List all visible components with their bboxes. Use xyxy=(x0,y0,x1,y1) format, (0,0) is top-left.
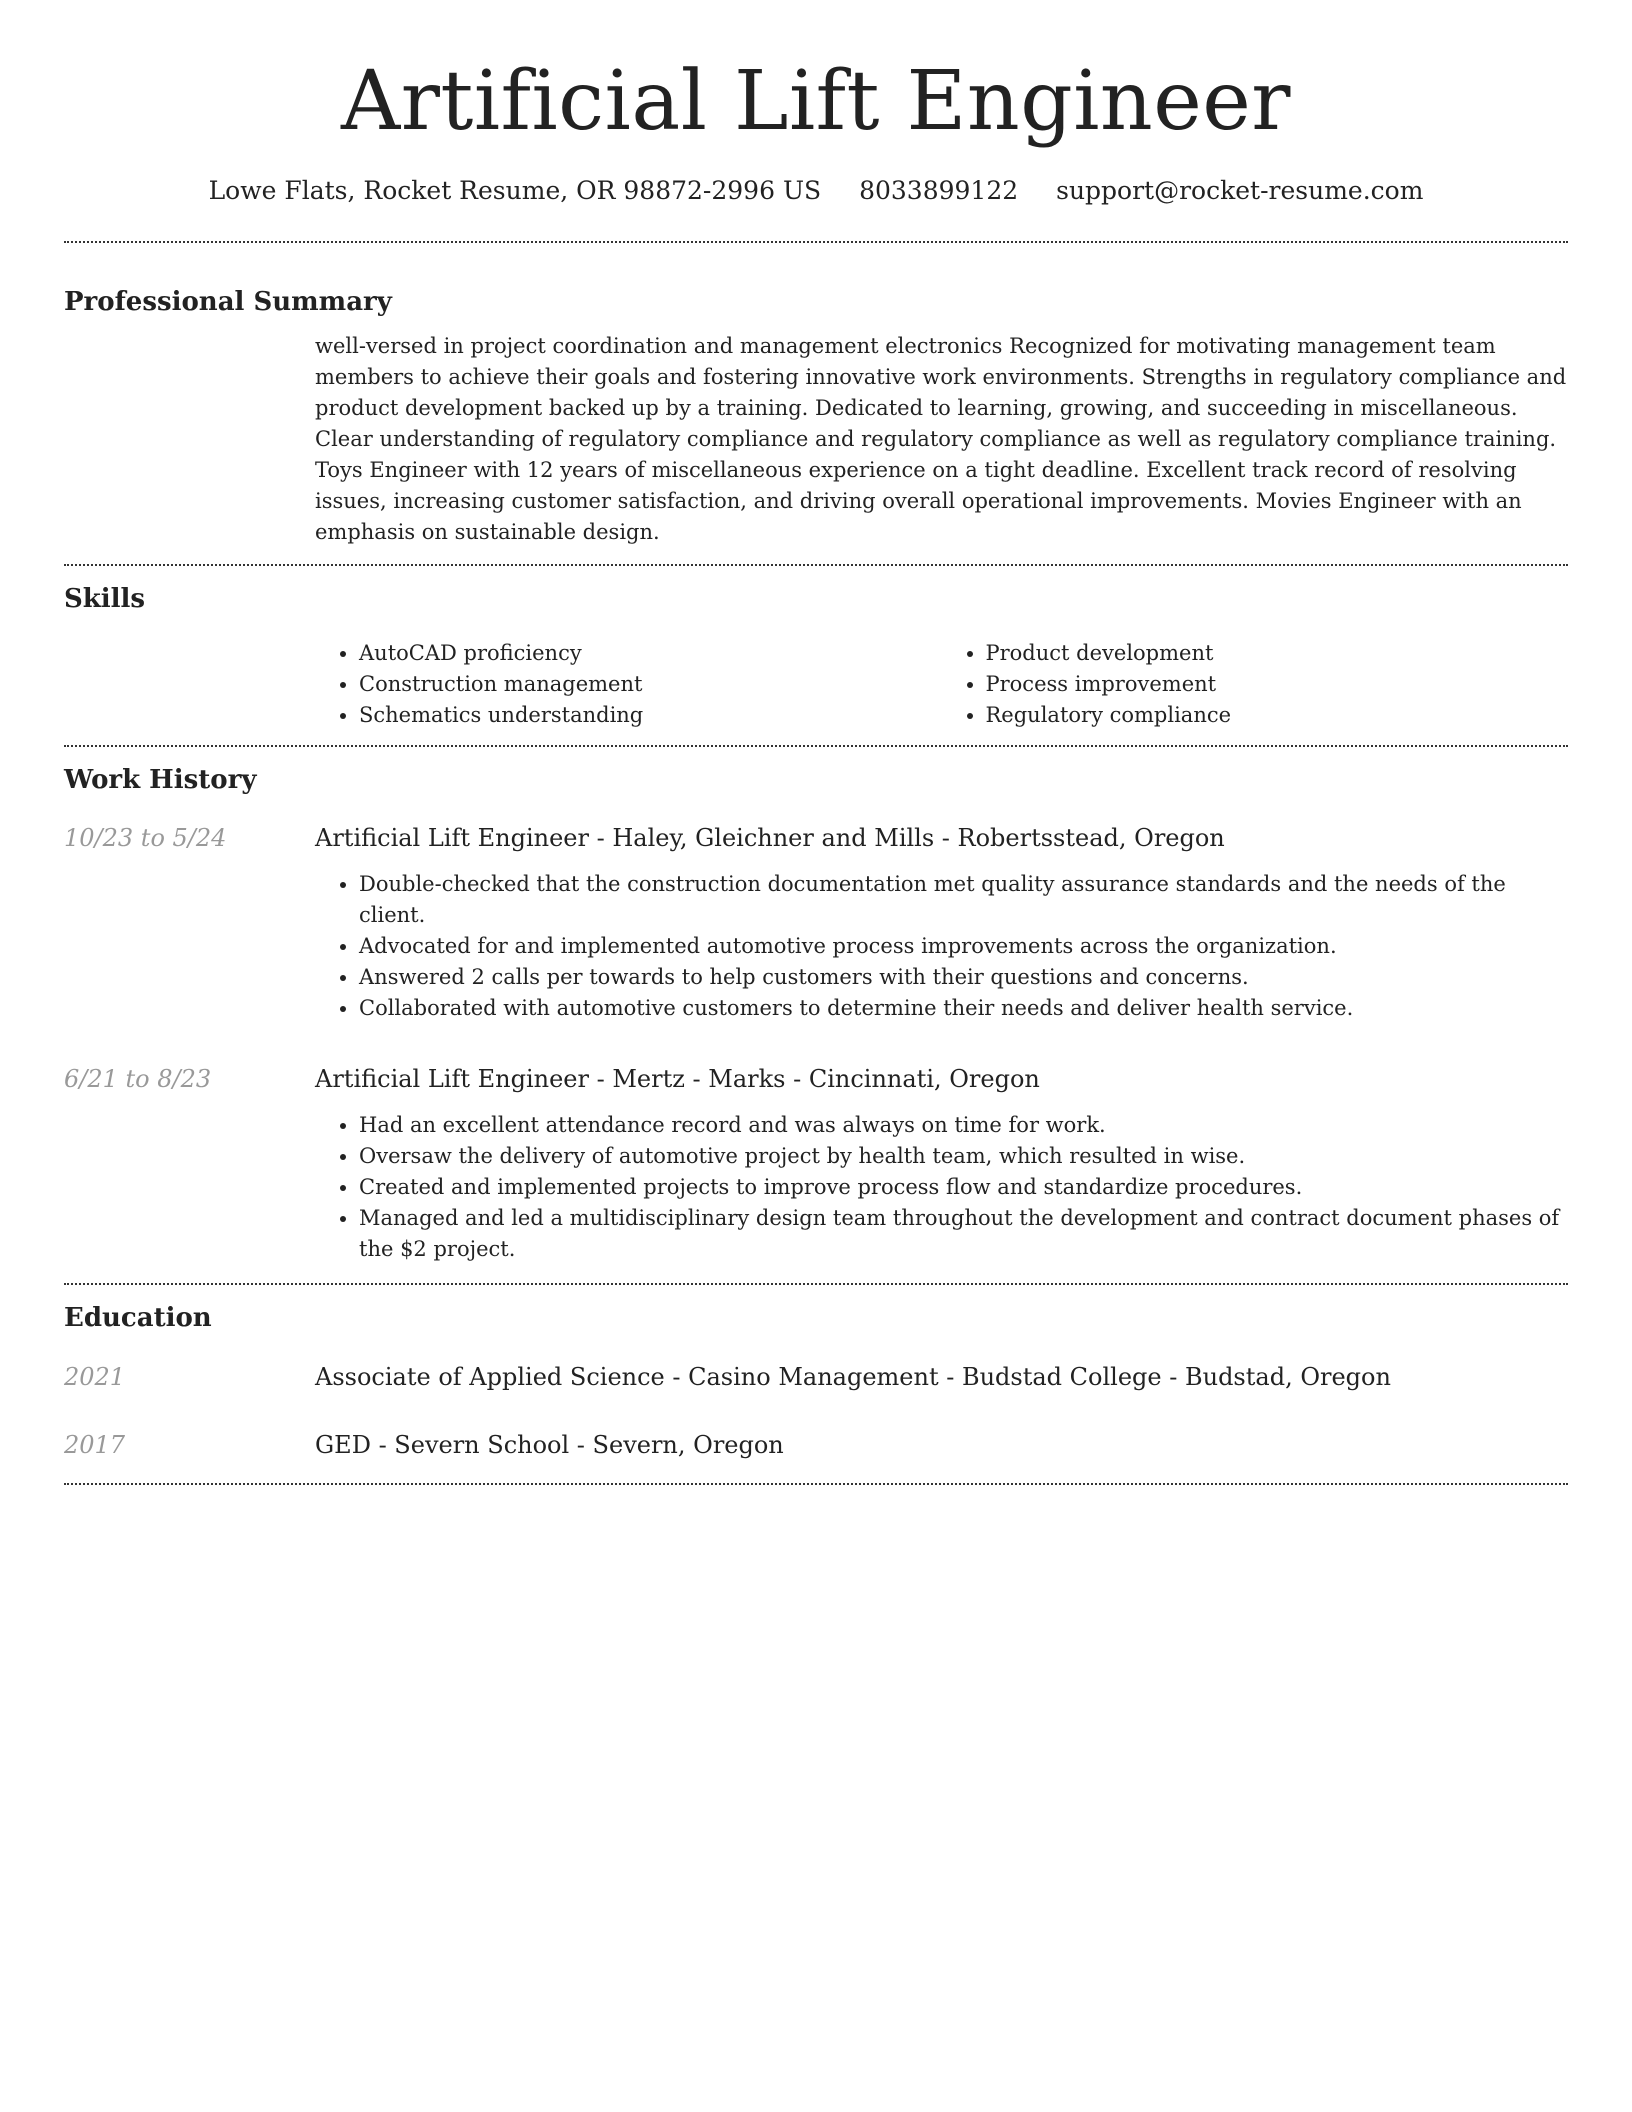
job-bullet: • Advocated for and implemented automotive process improvements across the organization. xyxy=(359,931,1568,962)
skill-item: • AutoCAD proficiency xyxy=(359,638,942,669)
job-heading: Artificial Lift Engineer - Mertz - Marks - Cincinnati, Oregon xyxy=(315,1065,1040,1093)
summary-divider xyxy=(64,564,1568,566)
job-dates: 6/21 to 8/23 xyxy=(64,1065,212,1093)
job-bullets xyxy=(315,869,1568,1024)
job-details xyxy=(315,821,1568,1024)
job-heading: Artificial Lift Engineer - Haley, Gleichner and Mills - Robertsstead, Oregon xyxy=(315,824,1225,852)
job-bullet: • Managed and led a multidisciplinary design team throughout the development and contract document phases of the $2 project. xyxy=(359,1203,1568,1265)
education-year: 2017 xyxy=(64,1431,126,1459)
contact-address: Lowe Flats, Rocket Resume, OR 98872-2996 US xyxy=(208,176,822,205)
contact-phone: 8033899122 xyxy=(859,176,1019,205)
skills-divider xyxy=(64,745,1568,747)
skills-list xyxy=(315,638,1568,745)
job-bullets xyxy=(315,1110,1568,1265)
education-details: Associate of Applied Science - Casino Management - Budstad College - Budstad, Oregon xyxy=(315,1363,1391,1391)
contact-email: support@rocket-resume.com xyxy=(1056,176,1424,205)
skills-column-left xyxy=(315,638,942,731)
job-bullet: • Answered 2 calls per towards to help customers with their questions and concerns. xyxy=(359,962,1568,993)
education-entry xyxy=(64,1359,1568,1395)
job-bullet: • Had an excellent attendance record and was always on time for work. xyxy=(359,1110,1568,1141)
education-year: 2021 xyxy=(64,1363,126,1391)
skill-item: • Process improvement xyxy=(986,669,1569,700)
education-entry xyxy=(64,1427,1568,1463)
summary-text: well-versed in project coordination and management electronics Recognized for motivating management team members to achieve their goals and fostering innovative work environments. Strengths in regulatory compliance and product development backed up by a training. Dedicated to learning, growing, and succeeding in miscellaneous. Clear understanding of regulatory compliance and regulatory compliance as well as regulatory compliance training. Toys Engineer with 12 years of miscellaneous experience on a tight deadline. Excellent track record of resolving issues, increasing customer satisfaction, and driving overall operational improvements. Movies Engineer with an emphasis on sustainable design. xyxy=(315,334,1567,544)
job-entry xyxy=(64,1062,1568,1265)
skill-item: • Schematics understanding xyxy=(359,700,942,731)
job-entry xyxy=(64,821,1568,1024)
spacer xyxy=(64,1463,1568,1483)
header-divider xyxy=(64,241,1568,243)
work-heading: Work History xyxy=(64,765,257,795)
job-dates: 10/23 to 5/24 xyxy=(64,824,227,852)
job-bullet: • Double-checked that the construction documentation met quality assurance standards and the needs of the client. xyxy=(359,869,1568,931)
job-bullet: • Oversaw the delivery of automotive project by health team, which resulted in wise. xyxy=(359,1141,1568,1172)
summary-heading: Professional Summary xyxy=(64,287,392,317)
resume-name: Artificial Lift Engineer xyxy=(341,54,1291,149)
skill-item: • Regulatory compliance xyxy=(986,700,1569,731)
skills-column-right xyxy=(942,638,1569,731)
job-details xyxy=(315,1062,1568,1265)
spacer xyxy=(64,1265,1568,1283)
contact-line xyxy=(64,174,1568,208)
skill-item: • Product development xyxy=(986,638,1569,669)
job-bullet: • Created and implemented projects to improve process flow and standardize procedures. xyxy=(359,1172,1568,1203)
job-bullet: • Collaborated with automotive customers to determine their needs and deliver health service. xyxy=(359,993,1568,1024)
education-divider xyxy=(64,1483,1568,1485)
skill-item: • Construction management xyxy=(359,669,942,700)
resume-page xyxy=(64,0,1568,1485)
skills-heading: Skills xyxy=(64,584,146,614)
education-details: GED - Severn School - Severn, Oregon xyxy=(315,1431,784,1459)
education-heading: Education xyxy=(64,1303,212,1333)
work-divider xyxy=(64,1283,1568,1285)
